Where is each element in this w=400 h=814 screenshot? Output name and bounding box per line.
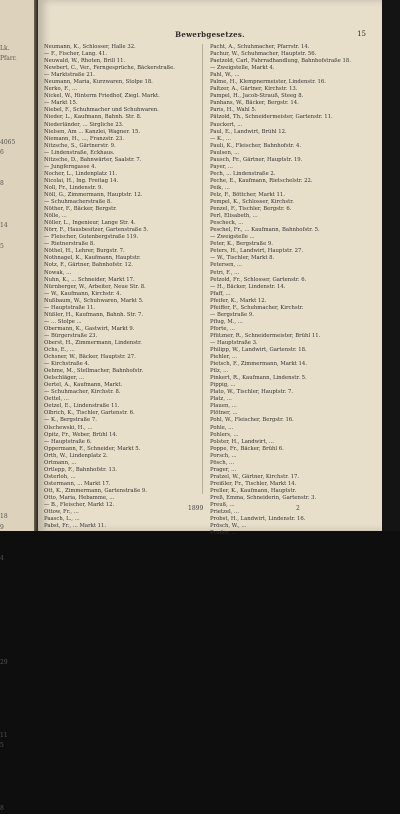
left-page-fragment [0,720,34,730]
directory-entry: Palme, H., Klempnermeister, Lindenstr. 16. [210,79,326,86]
left-page-fragment [0,575,34,585]
left-page-fragment [0,419,34,429]
directory-entry: Paasch, L., ... [44,516,80,523]
left-page-fragment [0,65,34,75]
directory-entry: Peters, H., Landwirt, Hauptstr. 27. [210,248,304,255]
directory-entry: Olschewski, H., ... [44,424,93,431]
left-page-fragment [0,117,34,127]
directory-entry: Paltzer, A., Gärtner, Kirchstr. 13. [210,86,298,93]
directory-entry: Petri, F., ... [210,269,240,276]
directory-entry: Nicolai, H., Ing. Freitag 14. [44,177,119,184]
directory-entry: Niemann, H., ..., Franzstr. 23. [44,135,125,142]
directory-entry: Nowak, ... [44,269,72,276]
directory-entry: Pruder, ... [210,530,237,537]
left-page-fragment [0,752,34,762]
directory-entry: Nerko, F., ... [44,86,78,93]
directory-entry: Pflug, M., ... [210,318,243,325]
directory-entry: Neumann, K., Schlosser, Halle 32. [44,44,136,50]
left-page-fragment [0,544,34,554]
left-page-edge [0,0,34,812]
column-divider [202,44,203,494]
directory-entry: Prietzel, ... [210,509,240,516]
directory-entry: Nuhn, K., ... Schneider, Markt 17. [44,276,135,283]
directory-entry: — Hauptstraße 6. [44,438,92,445]
directory-entry: Nielsen, Am ... Kanzlei, Wagner. 15. [44,128,141,135]
directory-entry: Paul, E., Landwirt, Brühl 12. [210,128,287,135]
directory-entry: Newbert, C., Ver., Ferngesprüche, Bäckerstraße. [44,65,175,72]
left-page-fragment [0,387,34,397]
directory-entry: Orth, W., Lindenplatz 2. [44,452,108,459]
left-page-fragment: 5 [0,742,4,750]
directory-entry: Perl, Elisabeth, ... [210,213,258,220]
left-page-fragment [0,252,34,262]
directory-entry: Payer, ... [210,163,233,170]
directory-entry: Preuß, ... [210,502,235,509]
left-page-fragment: 11 [0,731,8,739]
directory-entry: Nüßler, H., Kaufmann, Bahnh. Str. 7. [44,311,144,318]
directory-entry: Nocher, L., Lindenplatz 11. [44,170,118,177]
left-page-fragment: Pfarr. [0,55,17,63]
directory-entry: Oertel, A., Kaufmann, Markt. [44,382,123,389]
left-page-fragment [0,367,34,377]
directory-entry: Pforte, ... [210,325,235,332]
left-page-fragment [0,106,34,116]
directory-entry: Nöther, F., Bäcker, Bergstr. [44,206,117,213]
left-page-fragment [0,294,34,304]
left-page-fragment: 4065 [0,138,16,146]
left-page-fragment [0,304,34,314]
directory-entry: Nußbaum, W., Schuhwaren, Markt 5. [44,297,144,304]
left-page-fragment [0,637,34,647]
directory-entry: Petersen, ... [210,262,242,269]
directory-entry: — Schuhmacherstraße 8. [44,199,112,206]
left-page-fragment: 18 [0,513,8,521]
left-page-fragment [0,377,34,387]
directory-entry: Pfützner, R., Schneidermeister, Brühl 11. [210,332,321,339]
directory-entry: Peter, K., Bergstraße 9. [210,241,273,248]
left-page-fragment [0,596,34,606]
directory-entry: Oehme, M., Stellmacher, Bahnhofstr. [44,368,144,375]
directory-entry: Pohlers, ... [210,431,239,438]
directory-entry: Pech, ... Lindenstraße 2. [210,170,276,177]
page-header [38,30,382,40]
directory-entry: Pratzel, W., Gärtner, Kirchstr. 17. [210,473,300,480]
directory-entry: — Marktstraße 21. [44,72,95,79]
directory-entry: Ochsner, W., Bäcker, Hauptstr. 27. [44,354,136,361]
directory-entry: — Fleischer, Gutenbergstraße 119. [44,234,139,241]
left-page-fragment [0,585,34,595]
directory-entry: — K., Bergstraße 7. [44,417,97,424]
left-page-fragment [0,356,34,366]
directory-entry: Penzel, F., Tischler, Bergstr. 6. [210,206,292,213]
directory-entry: Pietsch, F., Zimmermann, Markt 14. [210,361,307,368]
directory-entry: Pempel, K., Schlosser, Kirchstr. [210,199,294,206]
directory-entry: Otto, Maria, Hebamme, ... [44,495,115,501]
left-page-fragment [0,408,34,418]
directory-entry: — Lindenstraße, Eckhaus. [44,149,115,156]
directory-entry: — Jungferngasse 4. [44,163,97,170]
directory-entry: Pohl, W., Fleischer, Bergstr. 16. [210,417,294,424]
left-page-fragment [0,502,34,512]
directory-entry: — Schuhmacher, Kirchstr. 8. [44,389,121,396]
directory-entry: Peik, ... [210,184,230,191]
left-page-fragment: 4 [0,554,4,562]
page-title: Bewerbgesetzes. [175,30,245,39]
directory-entry: Niederländer, ... Sirgliche 23. [44,121,124,128]
entries-column-left [44,44,196,530]
directory-entry: Oetzel, E., Lindenstraße 11. [44,403,120,410]
left-page-fragment [0,668,34,678]
directory-entry: Petzold, Fr., Schlosser, Gartenstr. 6. [210,276,307,283]
directory-entry: Nitzsche, S., Gärtnerstr. 9. [44,142,116,149]
directory-entry: Oberst, H., Zimmermann, Lindenstr. [44,339,142,346]
directory-entry: Pfeifer, K., Markt 12. [210,297,267,304]
left-page-fragment [0,533,34,543]
directory-entry: Pabst, Fr., ... Markt 11. [44,523,107,530]
directory-entry: — W., Tischler, Markt 8. [210,255,275,262]
directory-entry: Pätzold, Th., Schneidermeister, Gartenstr. 11. [210,114,333,121]
directory-entry: Plauen, ... [210,403,237,410]
left-page-fragment [0,710,34,720]
directory-entry: Platz, ... [210,396,232,403]
left-page-fragment: Lk. [0,45,10,52]
directory-entry: Ortmann, ... [44,459,77,466]
directory-entry: Pfaff, ... [210,290,231,297]
directory-entry: Ochs, E., ... [44,347,75,354]
directory-entry: Pachur, W., Schuhmacher, Hauptstr. 56. [210,51,317,58]
directory-entry: Nölle, ... [44,213,67,220]
directory-entry: Ortlepp, F., Bahnhofstr. 13. [44,466,117,473]
directory-entry: Pelz, F., Böttcher, Markt 11. [210,191,285,198]
directory-entry: Prösch, W., ... [210,523,247,530]
directory-entry: Pohle, ... [210,424,234,431]
directory-entry: Nöller, L., Ingenieur, Lange Str. 4. [44,220,136,227]
left-page-fragment [0,335,34,345]
directory-entry: Paetzold, Carl, Fahrradhandlung, Bahnhofstraße 18. [210,58,351,65]
directory-entry: Pacht, A., Schuhmacher, Pfarrstr. 14. [210,44,310,50]
printer-signature: 1899 [188,505,204,512]
directory-entry: Pausch, Fr., Gärtner, Hauptstr. 19. [210,156,303,163]
directory-entry: Notz, F., Gärtner, Bahnhofstr. 12. [44,262,133,269]
directory-entry: Neumann, Maria, Kurzwaren, Stolpe 18. [44,79,153,86]
left-page-fragment: 5 [0,242,4,250]
directory-entry: Prager, ... [210,466,237,473]
left-page-fragment [0,700,34,710]
directory-entry: Pahl, W., ... [210,72,240,79]
left-page-fragment [0,398,34,408]
left-page-fragment [0,169,34,179]
directory-entry: Nürnberger, W., Arbeiter, Neue Str. 8. [44,283,146,290]
directory-entry: Plötner, ... [210,410,238,417]
directory-entry: — K., ... [210,135,232,142]
directory-entry: — Bürgerstraße 23. [44,332,98,339]
directory-entry: Preißler, Fr., Tischler, Markt 14. [210,480,297,487]
left-page-fragment [0,762,34,772]
left-page-fragment: 9 [0,523,4,531]
directory-entry: Polster, H., Landwirt, ... [210,438,274,445]
directory-entry: — Markt 15. [44,100,78,107]
directory-entry: Pampel, H., Jacob-Strauß, Steeg 8. [210,93,304,100]
directory-entry: Nickel, W., Hinterm Friedhof, Ziegl. Markt. [44,93,160,100]
directory-entry: — H., Bäcker, Lindenstr. 14. [210,283,286,290]
directory-entry: Oppermann, F., Schneider, Markt 5. [44,445,141,452]
directory-entry: — Zweigstelle ... [210,234,255,241]
directory-entry: Plato, W., Tischler, Hauptstr. 7. [210,389,294,396]
directory-entry: Ottow, Fr., ... [44,509,79,516]
directory-entry: Noll, Fr., Lindenstr. 9. [44,184,104,191]
left-page-fragment [0,211,34,221]
directory-entry: Ostermann, ... Markt 17. [44,480,111,487]
entries-column-right [210,44,370,537]
directory-entry: Obermann, K., Gastwirt, Markt 9. [44,325,135,332]
directory-entry: — F., Fischer, Lang. 41. [44,51,108,58]
directory-entry: Opitz, Fr., Weber, Brühl 14. [44,431,118,438]
left-page-fragment: 8 [0,804,4,812]
left-page-fragment [0,460,34,470]
directory-entry: — Rietnerstraße 8. [44,241,95,248]
left-page-fragment [0,679,34,689]
left-page-fragment: 8 [0,180,4,188]
directory-entry: Pauckert, ... [210,121,243,128]
directory-entry: Osterloh, ... [44,473,76,480]
directory-entry: Peschel, Fr., ... Kaufmann, Bahnhofstr. 5. [210,227,320,234]
directory-entry: — Hauptstraße 3. [210,339,258,346]
left-page-fragment [0,96,34,106]
directory-entry: Piehler, ... [210,354,238,361]
left-page-fragment: 6 [0,149,4,157]
left-page-fragment [0,263,34,273]
left-page-fragment [0,158,34,168]
directory-entry: Nitzsche, D., Bahnwärter, Saalstr. 7. [44,156,142,163]
directory-entry: Pauli, K., Fleischer, Bahnhofstr. 4. [210,142,302,149]
directory-entry: Pfeiffer, F., Schuhmacher, Kirchstr. [210,304,304,311]
left-page-fragment [0,783,34,793]
left-page-fragment [0,86,34,96]
left-page-fragment [0,325,34,335]
left-page-fragment [0,315,34,325]
left-page-fragment [0,450,34,460]
left-page-fragment [0,283,34,293]
left-page-fragment: 29 [0,658,8,666]
directory-entry: Nöll, G., Zimmermann, Hauptstr. 12. [44,191,143,198]
directory-entry: Porsch, ... [210,452,237,459]
directory-entry: Panhans, W., Bäcker, Bergstr. 14. [210,100,299,107]
directory-entry: Poppe, Fr., Bäcker, Brühl 6. [210,445,284,452]
footer-mark: 2 [296,505,300,512]
left-page-fragment [0,200,34,210]
directory-entry: Oettel, ... [44,396,69,403]
left-page-fragment [0,190,34,200]
right-page-edge [382,0,400,531]
left-page-fragment [0,793,34,803]
left-page-fragment [0,648,34,658]
directory-entry: Nöthel, H., Lehrer, Burgstr. 7. [44,248,125,255]
left-page-fragment [0,273,34,283]
directory-entry: Niebel, F., Schuhmacher und Schuhwaren. [44,107,159,114]
directory-entry: Pinkert, R., Kaufmann, Lindenstr. 5. [210,375,307,382]
directory-entry: — W., Kaufmann, Kirchstr. 4. [44,290,122,297]
left-page-fragment [0,772,34,782]
directory-entry: Nieder, L., Kaufmann, Bahnh. Str. 8. [44,114,142,121]
left-page-fragment [0,689,34,699]
directory-entry: Philipp, W., Landwirt, Gartenstr. 18. [210,347,307,354]
directory-entry: Preß, Emma, Schneiderin, Gartenstr. 3. [210,495,317,501]
directory-entry: Probst, H., Landwirt, Lindenstr. 16. [210,516,306,523]
directory-entry: Pösch, ... [210,459,235,466]
directory-entry: — Zweigstelle, Markt 4. [210,65,275,72]
left-page-fragment [0,564,34,574]
left-page-fragment [0,491,34,501]
left-page-fragment [0,616,34,626]
left-page-fragment [0,75,34,85]
directory-entry: — Hauptstraße 11. [44,304,96,311]
directory-entry: Paulsen, ... [210,149,240,156]
directory-entry: Preller, K., Kaufmann, Hauptstr. [210,487,297,494]
directory-entry: Ott, K., Zimmermann, Gartenstraße 9. [44,487,147,494]
directory-entry: Pilz, ... [210,368,229,375]
left-page-fragment [0,429,34,439]
directory-entry: — ... Stolpe ... [44,318,82,325]
directory-entry: Olbrich, K., Tischler, Gartenstr. 6. [44,410,135,417]
directory-entry: Pippig, ... [210,382,236,389]
directory-page [38,0,382,537]
directory-entry: Oelschläger, ... [44,375,85,382]
left-page-fragment: 14 [0,221,8,229]
left-page-fragment [0,346,34,356]
directory-entry: Nothnagel, K., Kaufmann, Hauptstr. [44,255,141,262]
left-page-fragment [0,627,34,637]
left-page-fragment [0,231,34,241]
directory-entry: — Kirchstraße 4. [44,361,90,368]
directory-entry: — B., Fleischer, Markt 12. [44,502,115,509]
left-page-fragment [0,606,34,616]
directory-entry: — Bergstraße 9. [210,311,254,318]
directory-entry: Peche, E., Kaufmann, Rietschelstr. 22. [210,177,313,184]
left-page-fragment [0,481,34,491]
page-number: 15 [357,30,366,38]
directory-entry: Neuwald, W., Rhoten, Brill 11. [44,58,126,65]
directory-entry: Paris, H., Wahl 5. [210,107,257,114]
left-page-fragment [0,127,34,137]
directory-entry: Pescheck, ... [210,220,244,227]
left-page-fragment [0,439,34,449]
left-page-fragment [0,471,34,481]
directory-entry: Nörr, F., Hausbesitzer, Gartenstraße 5. [44,227,149,234]
